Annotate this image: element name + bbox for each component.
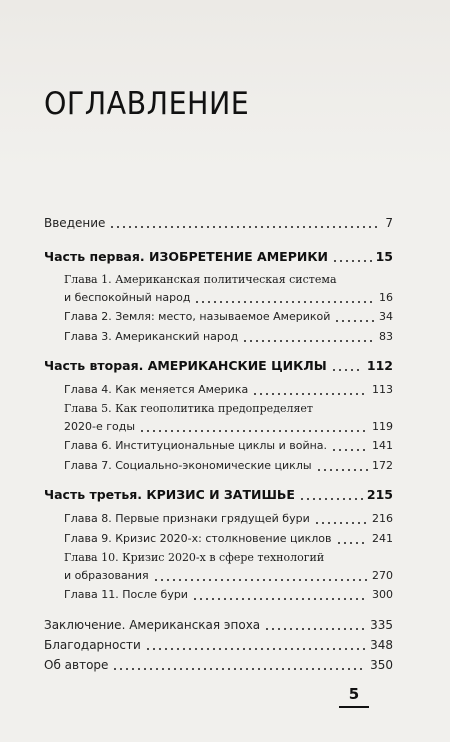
dot-leader <box>334 320 375 322</box>
toc-part-2 <box>44 356 393 376</box>
toc-chapter-11 <box>44 585 393 605</box>
chapter-page: 270 <box>372 569 393 582</box>
toc-entry-about-author <box>44 655 393 675</box>
dot-leader <box>109 226 381 228</box>
dot-leader <box>264 628 366 630</box>
toc-chapter-5 <box>44 400 393 436</box>
dot-leader <box>331 369 363 371</box>
dot-leader <box>299 498 363 500</box>
entry-title: Благодарности <box>44 638 141 652</box>
chapter-page: 113 <box>372 383 393 396</box>
part-title: Часть вторая. АМЕРИКАНСКИЕ ЦИКЛЫ <box>44 358 327 373</box>
page-number-underline <box>339 706 369 708</box>
chapter-title: Глава 4. Как меняется Америка <box>64 383 249 396</box>
chapter-title: Глава 3. Американский народ <box>64 330 239 343</box>
table-of-contents <box>44 213 393 675</box>
dot-leader <box>112 668 366 670</box>
page-title: ОГЛАВЛЕНИЕ <box>44 86 250 122</box>
dot-leader <box>194 301 375 303</box>
chapter-page: 241 <box>372 532 393 545</box>
chapter-title: Глава 7. Социально-экономические циклы <box>64 459 312 472</box>
chapter-page: 34 <box>379 310 393 323</box>
page-number: 5 <box>348 685 360 703</box>
dot-leader <box>316 469 368 471</box>
chapter-title-line1: Глава 5. Как геополитика предопределяет <box>64 402 313 415</box>
chapter-page: 172 <box>372 459 393 472</box>
chapter-page: 16 <box>379 291 393 304</box>
part-page: 215 <box>366 487 393 502</box>
toc-chapter-9 <box>44 529 393 549</box>
chapter-title-line1: Глава 1. Американская политическая система <box>64 273 337 286</box>
toc-chapter-10 <box>44 549 393 585</box>
dot-leader <box>145 648 366 650</box>
toc-chapter-8 <box>44 509 393 529</box>
toc-chapter-7 <box>44 456 393 476</box>
dot-leader <box>331 449 368 451</box>
chapter-title: Глава 11. После бури <box>64 588 188 601</box>
chapter-title-line1: Глава 10. Кризис 2020-х в сфере технологий <box>64 551 325 564</box>
entry-title: Введение <box>44 216 106 230</box>
toc-entry-conclusion <box>44 615 393 635</box>
dot-leader <box>252 393 368 395</box>
dot-leader <box>139 430 368 432</box>
entry-page: 350 <box>370 658 393 672</box>
entry-title: Об авторе <box>44 658 109 672</box>
toc-part-1 <box>44 247 393 267</box>
chapter-page: 300 <box>372 588 393 601</box>
chapter-title-line2: и беспокойный народ <box>64 291 191 304</box>
toc-chapter-1 <box>44 271 393 307</box>
dot-leader <box>192 598 368 600</box>
chapter-page: 83 <box>379 330 393 343</box>
toc-chapter-4 <box>44 380 393 400</box>
entry-page: 335 <box>370 618 393 632</box>
toc-entry-intro <box>44 213 393 233</box>
show-through-shadow <box>0 0 450 170</box>
part-title: Часть третья. КРИЗИС И ЗАТИШЬЕ <box>44 487 295 502</box>
dot-leader <box>314 522 368 524</box>
entry-page: 348 <box>370 638 393 652</box>
dot-leader <box>336 542 368 544</box>
toc-chapter-6 <box>44 436 393 456</box>
chapter-title-line2: 2020-е годы <box>64 420 136 433</box>
chapter-page: 119 <box>372 420 393 433</box>
chapter-title: Глава 2. Земля: место, называемое Америкой <box>64 310 331 323</box>
part-page: 112 <box>366 358 393 373</box>
entry-title: Заключение. Американская эпоха <box>44 618 261 632</box>
part-title: Часть первая. ИЗОБРЕТЕНИЕ АМЕРИКИ <box>44 249 329 264</box>
part-page: 15 <box>375 249 393 264</box>
toc-chapter-2 <box>44 307 393 327</box>
dot-leader <box>153 579 368 581</box>
chapter-page: 141 <box>372 439 393 452</box>
chapter-page: 216 <box>372 512 393 525</box>
entry-page: 7 <box>385 216 393 230</box>
chapter-title: Глава 6. Институциональные циклы и война. <box>64 439 328 452</box>
dot-leader <box>242 340 375 342</box>
chapter-title: Глава 8. Первые признаки грядущей бури <box>64 512 310 525</box>
chapter-title-line2: и образования <box>64 569 149 582</box>
chapter-title: Глава 9. Кризис 2020-х: столкновение циклов <box>64 532 332 545</box>
toc-part-3 <box>44 485 393 505</box>
dot-leader <box>332 260 372 262</box>
toc-chapter-3 <box>44 327 393 347</box>
toc-entry-acknowledgements <box>44 635 393 655</box>
